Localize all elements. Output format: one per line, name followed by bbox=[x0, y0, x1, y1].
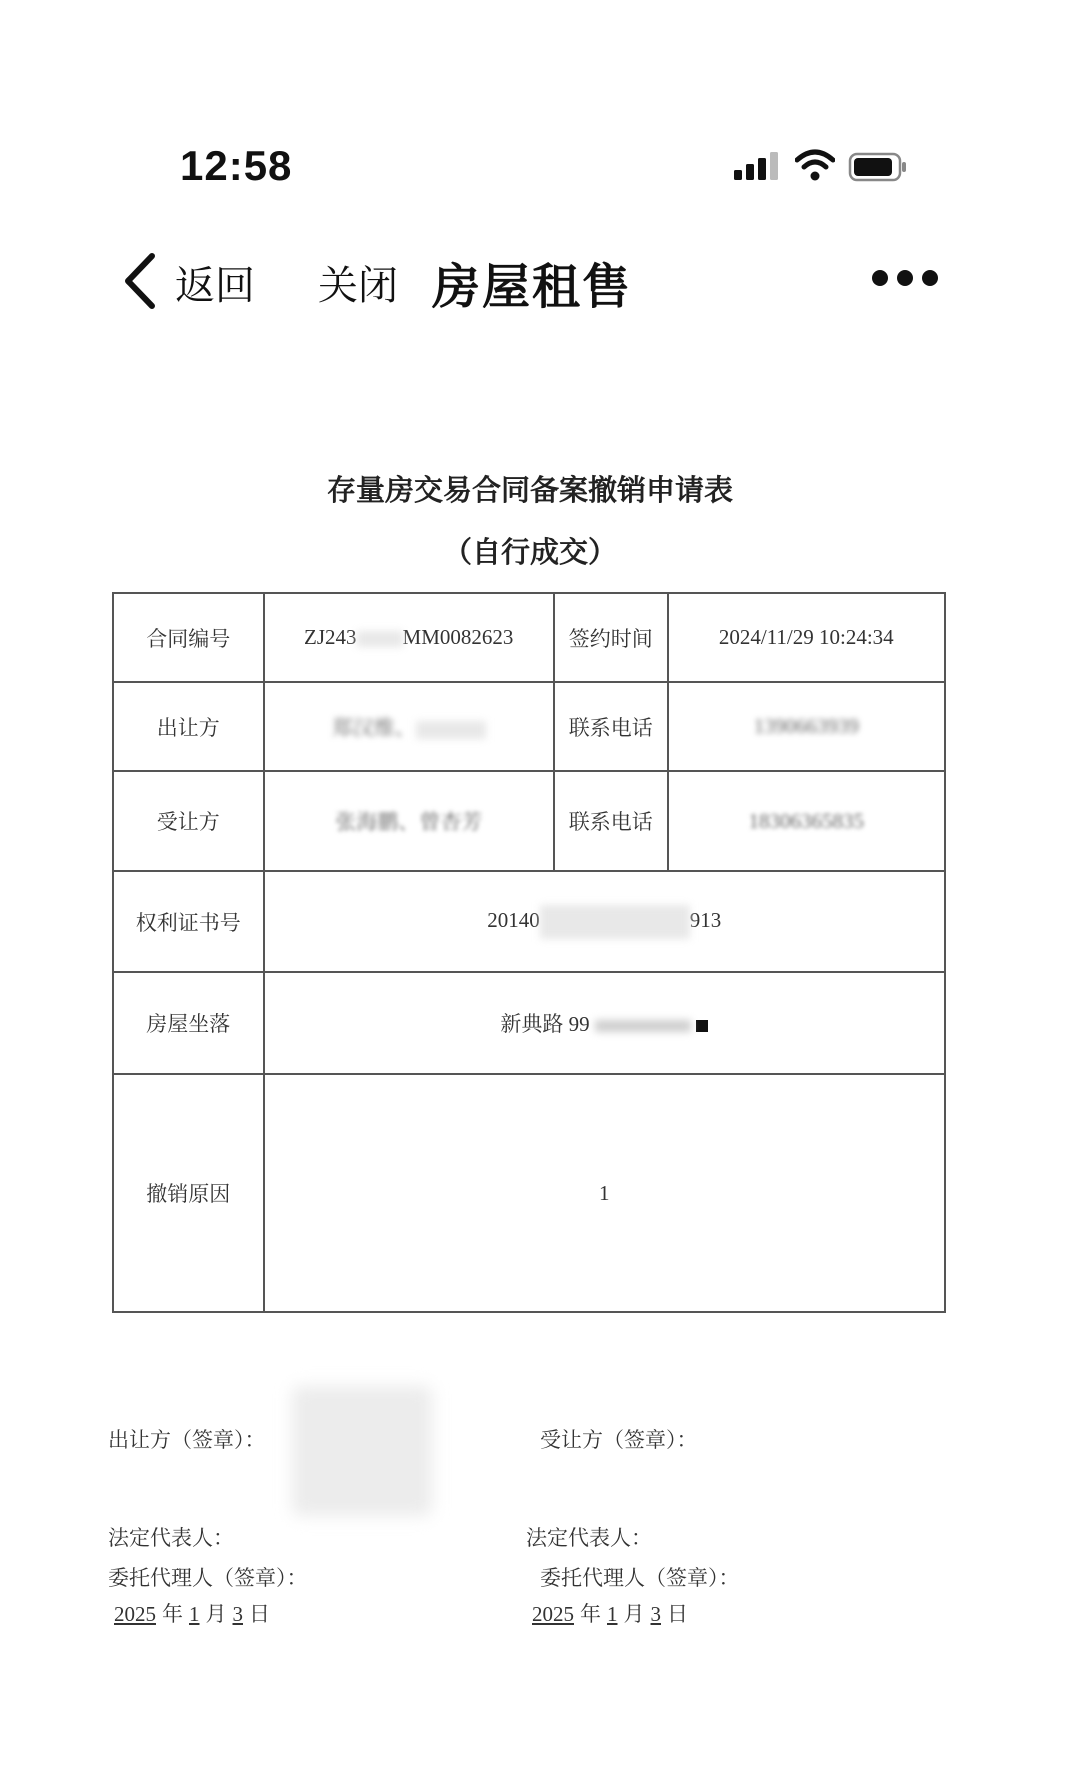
transferee-phone: 18306365835 bbox=[748, 808, 865, 833]
more-icon[interactable] bbox=[870, 266, 940, 290]
date-left-day: 3 bbox=[232, 1602, 243, 1626]
certificate-prefix: 20140 bbox=[487, 907, 540, 932]
contract-no-prefix: ZJ243 bbox=[304, 625, 357, 649]
close-button[interactable]: 关闭 bbox=[318, 264, 398, 308]
back-button[interactable]: 返回 bbox=[175, 264, 255, 308]
redaction-blur bbox=[357, 631, 403, 647]
document-subtitle: （自行成交） bbox=[442, 535, 617, 569]
day-char: 日 bbox=[667, 1602, 688, 1626]
year-char: 年 bbox=[162, 1602, 183, 1626]
transferee-phone-value bbox=[668, 771, 945, 871]
date-right-day: 3 bbox=[650, 1602, 661, 1626]
reason-value: 1 bbox=[264, 1074, 945, 1312]
location-text: 新典路 99 bbox=[500, 1012, 590, 1036]
certificate-label: 权利证书号 bbox=[113, 871, 264, 972]
month-char: 月 bbox=[205, 1602, 227, 1626]
reason-label: 撤销原因 bbox=[113, 1074, 264, 1312]
table-row bbox=[113, 972, 945, 1074]
sign-time-value: 2024/11/29 10:24:34 bbox=[668, 593, 945, 682]
transferor-phone: 1390663939 bbox=[753, 714, 859, 738]
transferee-seal-label: 受让方（签章）： bbox=[540, 1428, 698, 1452]
transferee-label: 受让方 bbox=[113, 771, 264, 871]
location-label: 房屋坐落 bbox=[113, 972, 264, 1074]
signal-icon bbox=[732, 150, 780, 182]
agent-right: 委托代理人（签章）： bbox=[540, 1566, 740, 1590]
status-bar bbox=[0, 0, 1080, 200]
application-form-table bbox=[112, 592, 946, 1313]
status-time: 12:58 bbox=[180, 142, 293, 189]
battery-icon bbox=[848, 152, 908, 182]
transferee-value bbox=[264, 771, 554, 871]
transferor-name: 郑汉维、 bbox=[331, 715, 416, 740]
location-value bbox=[264, 972, 945, 1074]
page-title: 房屋租售 bbox=[432, 261, 633, 314]
date-right-year: 2025 bbox=[532, 1602, 574, 1626]
transferor-seal-label: 出让方（签章）： bbox=[108, 1428, 266, 1452]
legal-rep-left: 法定代表人： bbox=[108, 1526, 234, 1550]
back-chevron-icon[interactable] bbox=[120, 252, 160, 310]
contract-no-suffix: MM0082623 bbox=[402, 625, 514, 649]
date-right bbox=[526, 1598, 688, 1628]
date-left bbox=[108, 1598, 270, 1628]
redaction-mark bbox=[696, 1020, 708, 1032]
table-row bbox=[113, 871, 945, 972]
date-left-year: 2025 bbox=[114, 1602, 156, 1626]
date-left-month: 1 bbox=[189, 1602, 200, 1626]
signature-redaction bbox=[292, 1386, 432, 1516]
contract-no-value bbox=[264, 593, 554, 682]
legal-rep-right: 法定代表人： bbox=[526, 1526, 652, 1550]
table-row bbox=[113, 771, 945, 871]
agent-left: 委托代理人（签章）： bbox=[108, 1566, 308, 1590]
redaction-blur bbox=[595, 1020, 691, 1032]
table-row bbox=[113, 593, 945, 682]
redaction-blur bbox=[416, 721, 486, 739]
date-right-month: 1 bbox=[607, 1602, 618, 1626]
sign-time-label: 签约时间 bbox=[554, 593, 668, 682]
wifi-icon bbox=[795, 148, 835, 182]
transferee-name: 张海鹏、曾杏芳 bbox=[335, 810, 483, 834]
certificate-value bbox=[264, 871, 945, 972]
transferor-value bbox=[264, 682, 554, 771]
month-char: 月 bbox=[623, 1602, 645, 1626]
document-title: 存量房交易合同备案撤销申请表 bbox=[326, 473, 733, 507]
transferor-label: 出让方 bbox=[113, 682, 264, 771]
table-row bbox=[113, 682, 945, 771]
table-row bbox=[113, 1074, 945, 1312]
transferee-phone-label: 联系电话 bbox=[554, 771, 668, 871]
nav-bar bbox=[0, 230, 1080, 330]
certificate-suffix: 913 bbox=[689, 907, 722, 932]
redaction-blur bbox=[540, 905, 690, 939]
year-char: 年 bbox=[580, 1602, 601, 1626]
day-char: 日 bbox=[249, 1602, 270, 1626]
transferor-phone-label: 联系电话 bbox=[554, 682, 668, 771]
transferor-phone-value bbox=[668, 682, 945, 771]
contract-no-label: 合同编号 bbox=[113, 593, 264, 682]
